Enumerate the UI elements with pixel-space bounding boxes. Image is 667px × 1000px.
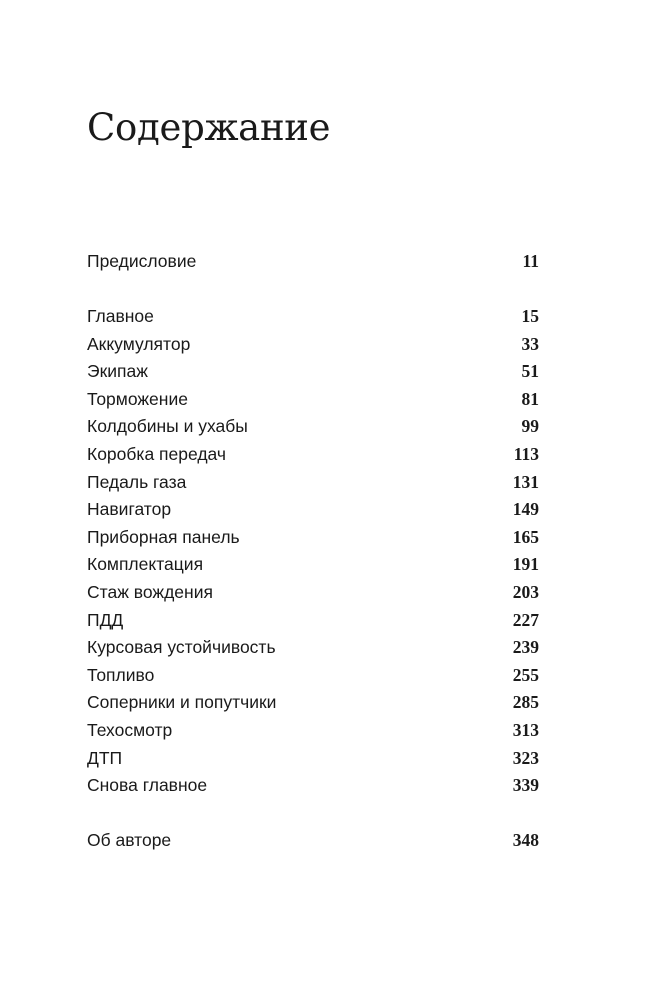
toc-entry-preface[interactable] xyxy=(87,248,539,276)
toc-entry[interactable] xyxy=(87,717,539,745)
toc-preface-group xyxy=(87,248,539,276)
toc-entry[interactable] xyxy=(87,386,539,414)
toc-entry-label: Об авторе xyxy=(87,830,172,850)
toc-entry-page-number: 339 xyxy=(512,775,539,796)
toc-entry-label: ПДД xyxy=(87,609,124,630)
toc-entry[interactable] xyxy=(87,496,539,524)
toc-entry-page-number: 227 xyxy=(512,609,539,630)
toc-entry-label: Техосмотр xyxy=(87,719,173,740)
toc-entry-label: Экипаж xyxy=(87,361,148,382)
toc-entry-page-number: 313 xyxy=(512,719,539,740)
toc-entry[interactable] xyxy=(87,662,539,690)
toc-entry-page-number: 99 xyxy=(521,416,539,437)
toc-entry-page-number: 33 xyxy=(521,333,539,354)
toc-entry[interactable] xyxy=(87,331,539,359)
toc-entry-about-author[interactable] xyxy=(87,827,539,855)
toc-entry-label: Главное xyxy=(87,306,154,326)
toc-entry[interactable] xyxy=(87,413,539,441)
toc-entry-page-number: 239 xyxy=(512,637,539,658)
toc-entry-label: Навигатор xyxy=(87,499,172,520)
toc-entry[interactable] xyxy=(87,579,539,607)
toc-entry-page-number: 165 xyxy=(512,526,539,547)
toc-entry-label: Аккумулятор xyxy=(87,333,191,354)
toc-entry[interactable] xyxy=(87,745,539,773)
toc-entry[interactable] xyxy=(87,469,539,497)
toc-entry-label: Колдобины и ухабы xyxy=(87,416,248,437)
toc-entry[interactable] xyxy=(87,772,539,800)
toc-chapters-list xyxy=(87,303,539,800)
toc-entry[interactable] xyxy=(87,524,539,552)
toc-entry-label: Курсовая устойчивость xyxy=(87,637,276,658)
toc-entry[interactable] xyxy=(87,689,539,717)
toc-entry-label: Приборная панель xyxy=(87,526,240,547)
toc-entry-page-number: 348 xyxy=(512,830,539,850)
toc-entry-page-number: 11 xyxy=(522,251,539,271)
toc-entry[interactable] xyxy=(87,358,539,386)
toc-entry[interactable] xyxy=(87,607,539,635)
toc-entry-label: ДТП xyxy=(87,747,123,768)
toc-entry-label: Предисловие xyxy=(87,251,197,271)
toc-entry-label: Снова главное xyxy=(87,775,208,796)
toc-entry-label: Стаж вождения xyxy=(87,581,213,602)
toc-entry[interactable] xyxy=(87,551,539,579)
toc-entry-label: Соперники и попутчики xyxy=(87,692,277,713)
toc-entry-page-number: 131 xyxy=(512,471,539,492)
toc-entry-page-number: 323 xyxy=(512,747,539,768)
toc-entry-page-number: 15 xyxy=(521,306,539,326)
toc-entry-label: Педаль газа xyxy=(87,471,187,492)
toc-author-group xyxy=(87,827,539,855)
toc-entry-page-number: 149 xyxy=(512,499,539,520)
toc-entry-page-number: 255 xyxy=(512,664,539,685)
page-title: Содержание xyxy=(87,106,331,149)
toc-entry-page-number: 203 xyxy=(512,581,539,602)
toc-entry-page-number: 81 xyxy=(521,388,539,409)
toc-entry-label: Торможение xyxy=(87,388,188,409)
toc-entry-page-number: 191 xyxy=(512,554,539,575)
toc-entry-label: Топливо xyxy=(87,664,155,685)
toc-entry[interactable] xyxy=(87,634,539,662)
toc-entry[interactable] xyxy=(87,441,539,469)
toc-entry-label: Коробка передач xyxy=(87,443,227,464)
toc-entry-page-number: 113 xyxy=(513,443,539,464)
toc-entry-page-number: 285 xyxy=(512,692,539,713)
toc-entry-label: Комплектация xyxy=(87,554,204,575)
toc-entry-page-number: 51 xyxy=(521,361,539,382)
toc-entry[interactable] xyxy=(87,303,539,331)
